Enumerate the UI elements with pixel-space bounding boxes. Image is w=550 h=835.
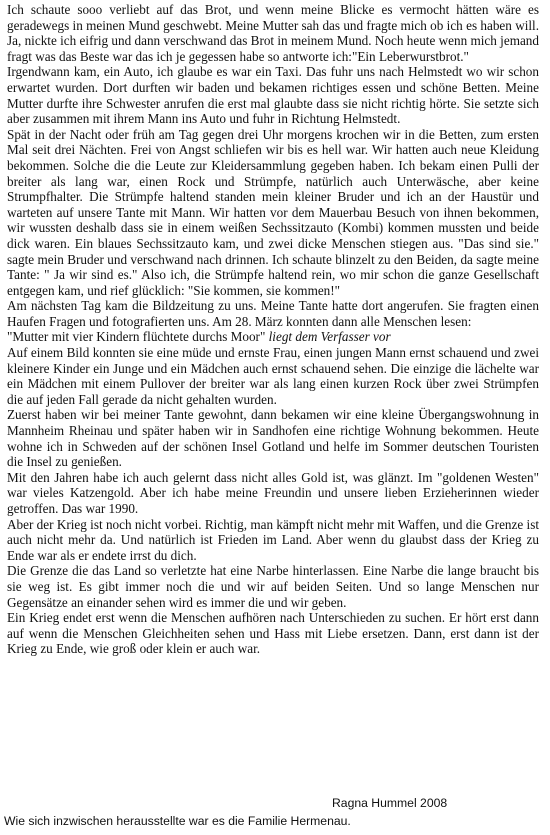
headline-note: liegt dem Verfasser vor [268,329,391,345]
paragraph-taxi-helmstedt: Irgendwann kam, ein Auto, ich glaube es war ein Taxi. Das fuhr uns nach Helmstedt wo wir schon erwartet wurden. Dort durften wir baden und bekamen richtiges essen und schöne Betten. Meine Mutter durfte ihre Schwester anrufen die erst mal glaubte dass sie nicht richtig hörte. Sie setzte sich aber zusammen mit ihrem Mann ins Auto und fuhr in Richtung Helmstedt. [7,64,539,127]
footer-note: Wie sich inzwischen herausstellte war es die Familie Hermenau. [4,814,351,828]
paragraph-photo: Auf einem Bild konnten sie eine müde und ernste Frau, einen jungen Mann ernst schauend und zwei kleinere Kinder ein Junge und ein Mädchen auch ernst schauend sehen. Die einzige die lächelte war ein Mädchen mit einem Pullover der breiter war als lang einen kurzen Rock über zwei Strümpfen die auf jeden Fall gerade da nicht gehalten wurden. [7,345,539,407]
paragraph-leberwurstbrot: Ich schaute sooo verliebt auf das Brot, und wenn meine Blicke es vermocht hätten wäre es geradewegs in meinen Mund geschwebt. Meine Mutter sah das und fragte mich ob ich es haben will. Ja, nickte ich eifrig und dann verschwand das Brot in meinem Mund. Noch heute wenn mich jemand fragt was das Beste war das ich je gegessen habe so antworte ich:"Ein Leberwurstbrot." [7,2,539,64]
paragraph-new-home: Zuerst haben wir bei meiner Tante gewohnt, dann bekamen wir eine kleine Übergangswohnung in Mannheim Rheinau und später haben wir in Sandhofen eine richtige Wohnung bekommen. Heute wohne ich in Schweden auf der schönen Insel Gotland und helfe im Sommer deutschen Touristen die Insel zu genießen. [7,407,539,470]
headline-quote: "Mutter mit vier Kindern flüchtete durchs Moor" [7,329,266,345]
paragraph-night-arrival: Spät in der Nacht oder früh am Tag gegen drei Uhr morgens krochen wir in die Betten, zum ersten Mal seit drei Nächten. Frei von Angst schliefen wir bis es hell war. Wir hatten auch neue Kleidung bekommen. Solche die die Leute zur Kleidersammlung gegeben haben. Ich bekam einen Pulli der breiter als lang war, einen Rock und Strümpfe, natürlich auch Unterwäsche, aber keine Strumpfhalter. Die Strümpfe haltend standen mein kleiner Bruder und ich an der Haustür und warteten auf unsere Tante mit Mann. Wir hatten vor dem Mauerbau Besuch von ihnen bekommen, wir wussten deshalb dass sie in einem weißen Sechssitzauto (Kombi) kommen mussten und beide dick waren. Ein blaues Sechssitzauto kam, und zwei dicke Menschen stiegen aus. "Das sind sie." sagte mein Bruder und verschwand nach drinnen. Ich schaute blinzelt zu den Beiden, da sagte meine Tante: " Ja wir sind es." Also ich, die Strümpfe haltend rein, wo mir schon die ganze Gesellschaft entgegen kam, und rief glücklich: "Sie kommen, sie kommen!" [7,126,539,298]
paragraph-katzengold: Mit den Jahren habe ich auch gelernt dass nicht alles Gold ist, was glänzt. Im "goldenen Westen" war vieles Katzengold. Aber ich habe meine Freundin und unsere lieben Erzieherinnen wieder getroffen. Das war 1990. [7,469,539,516]
story-text [7,2,539,657]
paragraph-war-ends: Ein Krieg endet erst wenn die Menschen aufhören nach Unterschieden zu suchen. Er hört erst dann auf wenn die Menschen Gleichheiten sehen und Hass mit Liebe ersetzen. Dann, erst dann ist der Krieg zu Ende, wie groß oder klein er auch war. [7,610,539,657]
paragraph-bildzeitung: Am nächsten Tag kam die Bildzeitung zu uns. Meine Tante hatte dort angerufen. Sie fragten einen Haufen Fragen und fotografierten uns. Am 28. März konnten dann alle Menschen lesen: [7,298,539,329]
author-signature: Ragna Hummel 2008 [332,796,448,810]
paragraph-war-not-over: Aber der Krieg ist noch nicht vorbei. Richtig, man kämpft nicht mehr mit Waffen, und die Grenze ist auch nicht mehr da. Und natürlich ist Frieden im Land. Aber wenn du glaubst dass der Krieg zu Ende war als er endete irrst du dich. [7,516,539,563]
paragraph-scar: Die Grenze die das Land so verletzte hat eine Narbe hinterlassen. Eine Narbe die lange braucht bis sie weg ist. Es gibt immer noch die und wir auf beiden Seiten. Und so lange Menschen nur Gegensätze an einander sehen wird es immer die und wir geben. [7,563,539,610]
newspaper-headline [7,329,539,345]
